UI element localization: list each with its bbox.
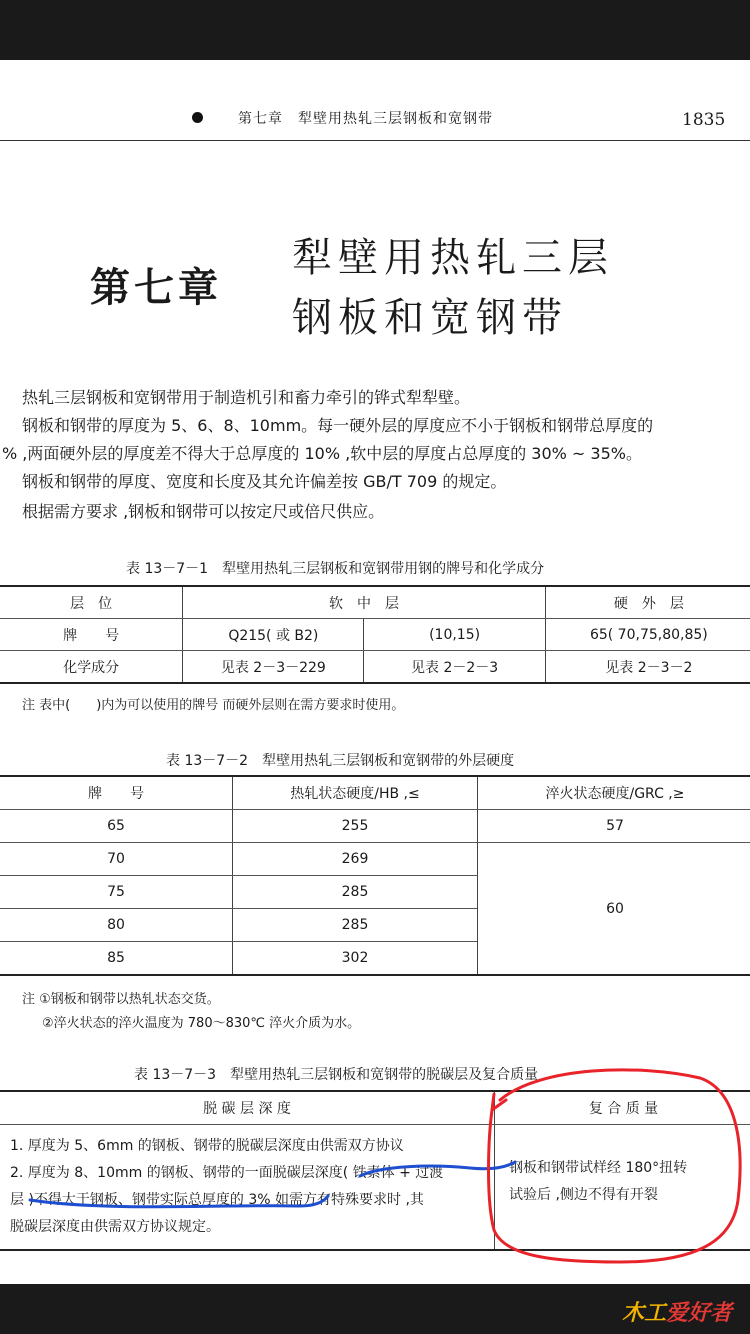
table1-cell: 65( 70,75,80,85) — [545, 619, 750, 651]
table3-right-line: 试验后 ,侧边不得有开裂 — [509, 1187, 658, 1203]
table3-header-row — [0, 1091, 750, 1125]
table2-header-cell: 热轧状态硬度/HB ,≤ — [233, 776, 478, 810]
chapter-number: 第七章 — [90, 265, 222, 311]
table3-left-line: 1. 厚度为 5、6mm 的钢板、钢带的脱碳层深度由供需双方协议 — [10, 1138, 404, 1154]
table2 — [0, 775, 750, 976]
intro-line-3: % ,两面硬外层的厚度差不得大于总厚度的 10% ,软中层的厚度占总厚度的 30% ~ 35%。 — [2, 444, 642, 463]
table1-cell: 牌 号 — [0, 619, 183, 651]
table-row — [0, 651, 750, 684]
top-black-bar — [0, 0, 750, 60]
table2-note-1: 注 ①钢板和钢带以热轧状态交货。 — [22, 992, 220, 1007]
intro-line-1: 热轧三层钢板和宽钢带用于制造机引和畜力牵引的铧式犁犁壁。 — [22, 388, 471, 407]
table1-header-cell: 硬 外 层 — [545, 586, 750, 619]
running-header-title: 第七章 犁壁用热轧三层钢板和宽钢带 — [238, 111, 493, 127]
table2-cell: 80 — [0, 909, 233, 942]
table-row — [0, 1125, 750, 1251]
table2-cell: 285 — [233, 909, 478, 942]
chapter-title — [292, 228, 614, 348]
table3-right-cell — [495, 1125, 750, 1251]
table3-left-line: 层 )不得大于钢板、钢带实际总厚度的 3% 如需方有特殊要求时 ,其 — [10, 1192, 424, 1208]
table2-header-row — [0, 776, 750, 810]
table2-cell: 57 — [478, 810, 750, 843]
table1-note: 注 表中( )内为可以使用的牌号 而硬外层则在需方要求时使用。 — [22, 698, 405, 713]
table3-left-line: 脱碳层深度由供需双方协议规定。 — [10, 1219, 220, 1235]
table1-header-cell: 软 中 层 — [183, 586, 545, 619]
table2-cell: 255 — [233, 810, 478, 843]
chapter-title-line-1: 犁壁用热轧三层 — [292, 235, 614, 281]
table1-caption: 表 13－7－1 犁壁用热轧三层钢板和宽钢带用钢的牌号和化学成分 — [126, 561, 545, 577]
intro-line-5: 根据需方要求 ,钢板和钢带可以按定尺或倍尺供应。 — [22, 502, 385, 521]
table2-header-cell: 牌 号 — [0, 776, 233, 810]
table2-cell: 285 — [233, 876, 478, 909]
table1-cell: Q215( 或 B2) — [183, 619, 364, 651]
intro-line-4: 钢板和钢带的厚度、宽度和长度及其允许偏差按 GB/T 709 的规定。 — [22, 472, 507, 491]
watermark-part-1: 木工 — [622, 1301, 667, 1326]
table2-cell: 302 — [233, 942, 478, 976]
table1-cell: 见表 2－3－229 — [183, 651, 364, 684]
table-row — [0, 619, 750, 651]
table1-cell: 见表 2－2－3 — [364, 651, 545, 684]
table2-cell: 70 — [0, 843, 233, 876]
table2-cell: 85 — [0, 942, 233, 976]
table3-caption: 表 13－7－3 犁壁用热轧三层钢板和宽钢带的脱碳层及复合质量 — [134, 1067, 539, 1083]
table2-note-2: ②淬火状态的淬火温度为 780～830℃ 淬火介质为水。 — [42, 1016, 361, 1031]
table2-cell: 269 — [233, 843, 478, 876]
table3-header-cell: 脱 碳 层 深 度 — [0, 1091, 495, 1125]
table1-header-row — [0, 586, 750, 619]
table1-header-cell: 层 位 — [0, 586, 183, 619]
table1-cell: (10,15) — [364, 619, 545, 651]
chapter-title-line-2: 钢板和宽钢带 — [292, 295, 568, 341]
page-number: 1835 — [682, 110, 726, 130]
intro-line-2: 钢板和钢带的厚度为 5、6、8、10mm。每一硬外层的厚度应不小于钢板和钢带总厚度的 — [22, 416, 654, 435]
table3-header-cell: 复 合 质 量 — [495, 1091, 750, 1125]
table3-left-cell — [0, 1125, 495, 1251]
table1-cell: 见表 2－3－2 — [545, 651, 750, 684]
table1-cell: 化学成分 — [0, 651, 183, 684]
table3-left-line: 2. 厚度为 8、10mm 的钢板、钢带的一面脱碳层深度( 铁素体 + 过渡 — [10, 1165, 444, 1181]
table-row — [0, 810, 750, 843]
table2-caption: 表 13－7－2 犁壁用热轧三层钢板和宽钢带的外层硬度 — [166, 753, 515, 769]
header-bullet-icon — [192, 112, 203, 123]
table-row — [0, 843, 750, 876]
table3-right-line: 钢板和钢带试样经 180°扭转 — [509, 1160, 688, 1176]
table3 — [0, 1090, 750, 1251]
table2-cell-merged: 60 — [478, 843, 750, 976]
table1 — [0, 585, 750, 684]
watermark-logo — [622, 1296, 732, 1327]
header-rule — [0, 140, 750, 141]
table2-cell: 75 — [0, 876, 233, 909]
table2-header-cell: 淬火状态硬度/GRC ,≥ — [478, 776, 750, 810]
table2-cell: 65 — [0, 810, 233, 843]
watermark-part-2: 爱好者 — [666, 1301, 733, 1326]
